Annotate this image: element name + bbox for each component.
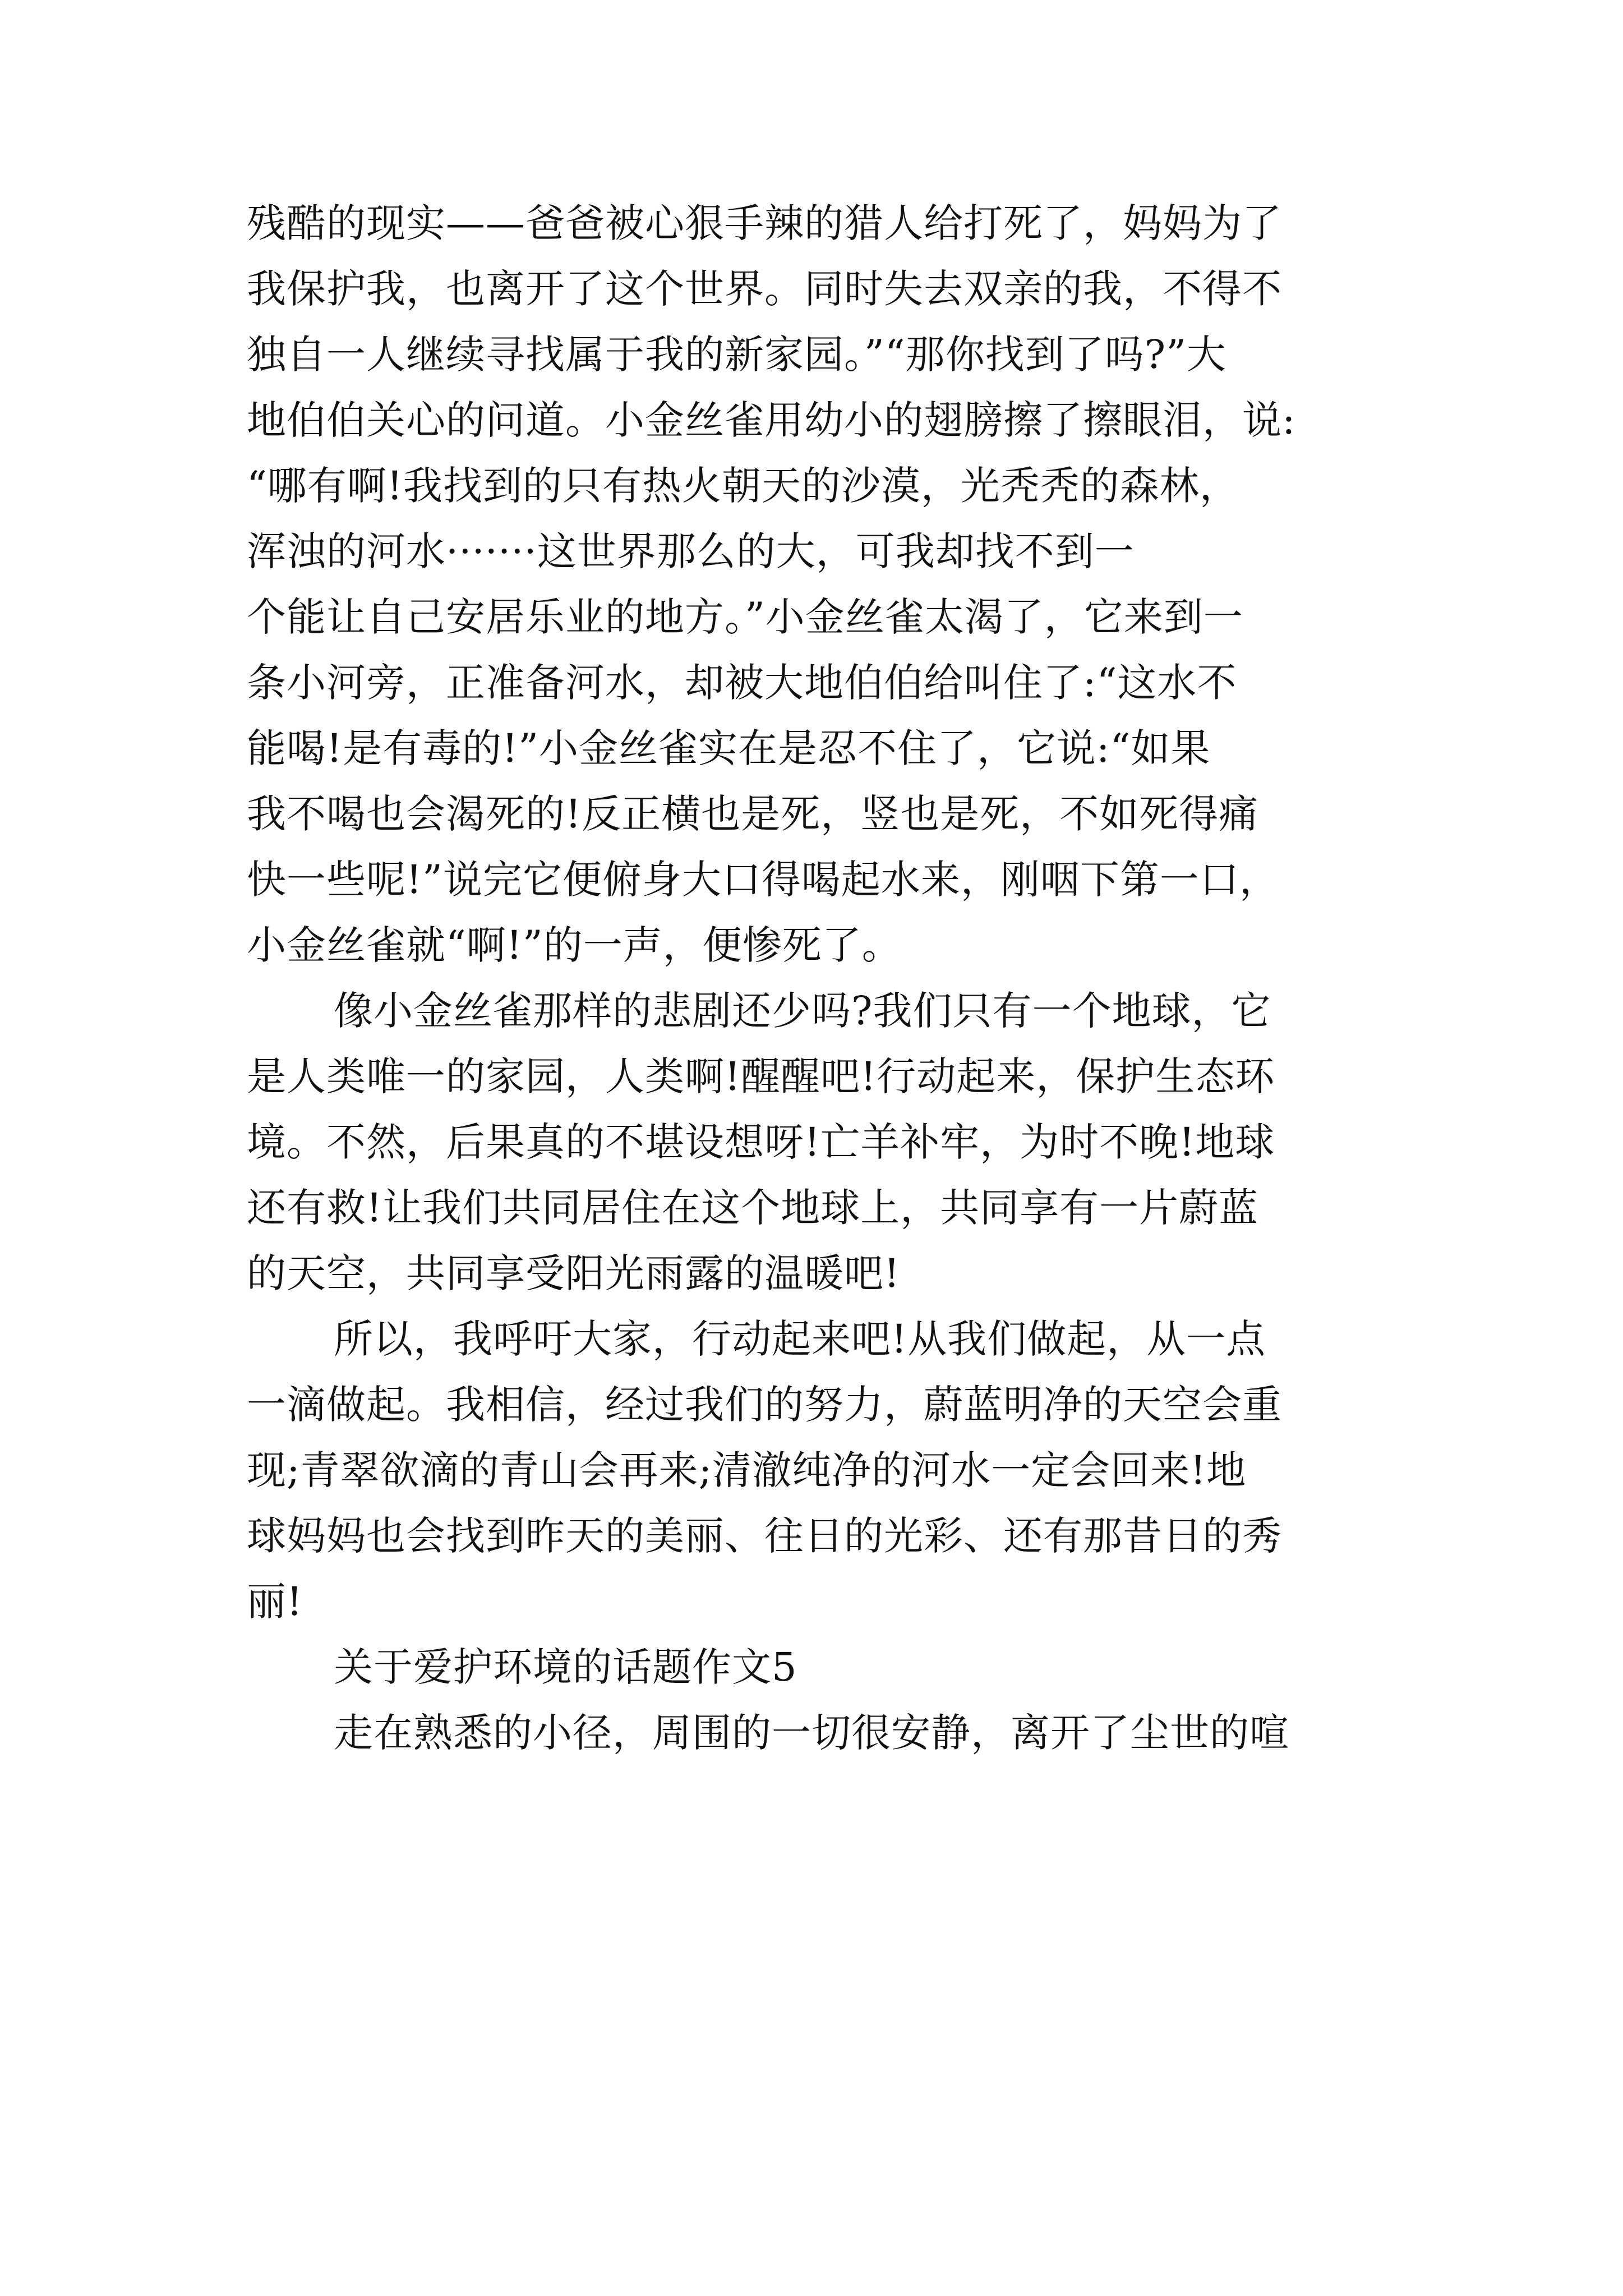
text-line: 的天空，共同享受阳光雨露的温暖吧! — [247, 1250, 901, 1296]
paragraph-first-line: 走在熟悉的小径，周围的一切很安静，离开了尘世的喧 — [334, 1710, 1289, 1756]
text-line: 境。不然，后果真的不堪设想呀!亡羊补牢，为时不晚!地球 — [247, 1119, 1275, 1165]
paragraph-first-line: 像小金丝雀那样的悲剧还少吗?我们只有一个地球，它 — [334, 988, 1271, 1034]
paragraph-first-line: 所以，我呼吁大家，行动起来吧!从我们做起，从一点 — [334, 1316, 1266, 1362]
text-line: “哪有啊!我找到的只有热火朝天的沙漠，光秃秃的森林， — [247, 463, 1239, 509]
text-line: 小金丝雀就“啊!”的一声，便惨死了。 — [247, 922, 902, 968]
section-heading: 关于爱护环境的话题作文5 — [334, 1644, 797, 1690]
text-line: 我保护我，也离开了这个世界。同时失去双亲的我，不得不 — [247, 266, 1282, 312]
text-line: 还有救!让我们共同居住在这个地球上，共同享有一片蔚蓝 — [247, 1185, 1259, 1231]
text-line: 浑浊的河水·······这世界那么的大，可我却找不到一 — [247, 528, 1135, 574]
text-line: 独自一人继续寻找属于我的新家园。”“那你找到了吗?”大 — [247, 332, 1227, 378]
text-line: 我不喝也会渴死的!反正横也是死，竖也是死，不如死得痛 — [247, 791, 1259, 837]
text-line: 个能让自己安居乐业的地方。”小金丝雀太渴了，它来到一 — [247, 594, 1243, 640]
text-line: 能喝!是有毒的!”小金丝雀实在是忍不住了，它说:“如果 — [247, 725, 1211, 771]
text-line: 一滴做起。我相信，经过我们的努力，蔚蓝明净的天空会重 — [247, 1382, 1282, 1428]
text-line: 地伯伯关心的问道。小金丝雀用幼小的翅膀擦了擦眼泪，说: — [247, 397, 1296, 443]
text-line: 是人类唯一的家园，人类啊!醒醒吧!行动起来，保护生态环 — [247, 1053, 1275, 1099]
text-line: 残酷的现实——爸爸被心狠手辣的猎人给打死了，妈妈为了 — [247, 200, 1282, 246]
text-line: 快一些呢!”说完它便俯身大口得喝起水来，刚咽下第一口， — [247, 857, 1279, 903]
text-line: 球妈妈也会找到昨天的美丽、往日的光彩、还有那昔日的秀 — [247, 1513, 1282, 1559]
document-body — [247, 191, 1380, 1766]
text-line: 条小河旁，正准备河水，却被大地伯伯给叫住了:“这水不 — [247, 660, 1237, 706]
text-line: 现;青翠欲滴的青山会再来;清澈纯净的河水一定会回来!地 — [247, 1447, 1247, 1493]
text-line: 丽! — [247, 1579, 303, 1625]
